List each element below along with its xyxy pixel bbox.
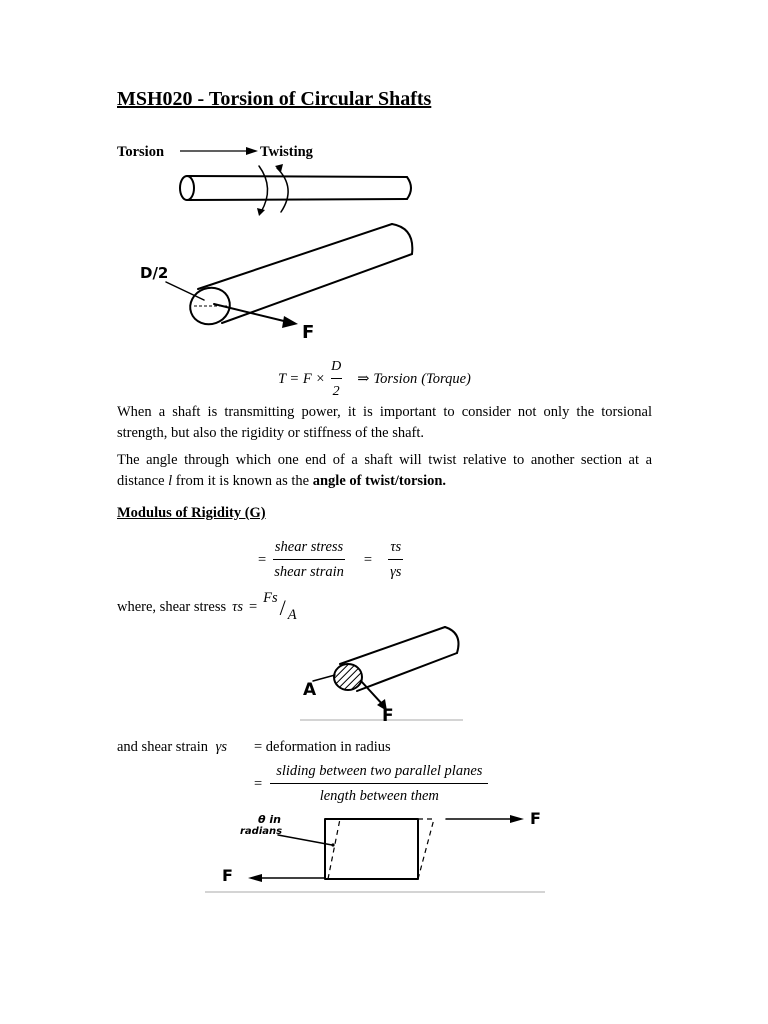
area-label: A — [303, 680, 317, 700]
modulus-heading: Modulus of Rigidity (G) — [117, 505, 266, 521]
modulus-equation — [258, 537, 403, 583]
shear-stress-definition — [117, 590, 297, 623]
shear-stress-prefix: where, shear stress — [117, 599, 227, 615]
shear-strain-equation — [254, 761, 488, 807]
shear-strain-definition — [117, 737, 227, 758]
twisting-label: Twisting — [260, 144, 313, 160]
force-label-2: F — [382, 706, 394, 726]
modulus-eq-sign-2: = — [363, 551, 373, 568]
shear-strain-prefix: and shear strain — [117, 739, 208, 755]
modulus-gamma: γs — [390, 564, 402, 580]
modulus-eq-sign: = — [258, 551, 267, 568]
fraction-slash: / — [279, 595, 286, 620]
shear-strain-def-text: = deformation in radius — [254, 739, 391, 755]
modulus-den: shear strain — [274, 564, 344, 580]
paragraph-angle-of-twist — [117, 450, 652, 492]
shear-block-figure — [200, 805, 550, 897]
paragraph-rigidity: When a shaft is transmitting power, it is important to consider not only the torsional strength, but also the rigidity or stiffness of the shaft. — [117, 404, 652, 441]
twisted-rod-figure — [175, 160, 425, 220]
modulus-tau: τs — [388, 537, 403, 560]
shear-stress-eq: = — [248, 599, 258, 615]
torque-rhs-word: Torsion — [373, 370, 418, 387]
shear-strain-symbol: γs — [215, 739, 227, 755]
para2-text-1: The angle through which one end of a shaft will twist relative to another section at a distance — [117, 452, 652, 489]
torsion-arrow — [180, 146, 260, 158]
radians-label: radians — [240, 826, 283, 837]
para2-bold: angle of twist/torsion. — [312, 473, 447, 489]
force-label-top: F — [530, 809, 541, 828]
implies-arrow: ⇒ — [357, 370, 370, 387]
page-title: MSH020 - Torsion of Circular Shafts — [117, 88, 432, 110]
inclined-shaft-figure — [130, 218, 430, 348]
shear-stress-den: A — [287, 607, 297, 623]
d-half-label: D/2 — [140, 264, 169, 282]
shear-strain-den: length between them — [319, 788, 439, 804]
shear-stress-num: Fs — [263, 590, 278, 606]
torsion-label: Torsion — [117, 144, 165, 160]
modulus-num: shear stress — [273, 537, 345, 560]
torque-lhs: T = F × — [278, 370, 326, 387]
shear-stress-symbol: τs — [232, 599, 243, 615]
torque-den: 2 — [331, 378, 342, 402]
torque-rhs-paren: (Torque) — [421, 370, 471, 387]
torque-equation — [278, 356, 471, 402]
torque-num: D — [331, 359, 342, 374]
para2-text-2: from it is known as the — [172, 473, 313, 489]
shear-strain-num: sliding between two parallel planes — [270, 761, 488, 784]
theta-label: θ in — [258, 813, 281, 826]
shear-strain-eq: = — [254, 775, 263, 792]
para2-var: l — [168, 473, 173, 489]
force-label-bottom: F — [222, 866, 233, 885]
force-label-1: F — [302, 322, 315, 343]
